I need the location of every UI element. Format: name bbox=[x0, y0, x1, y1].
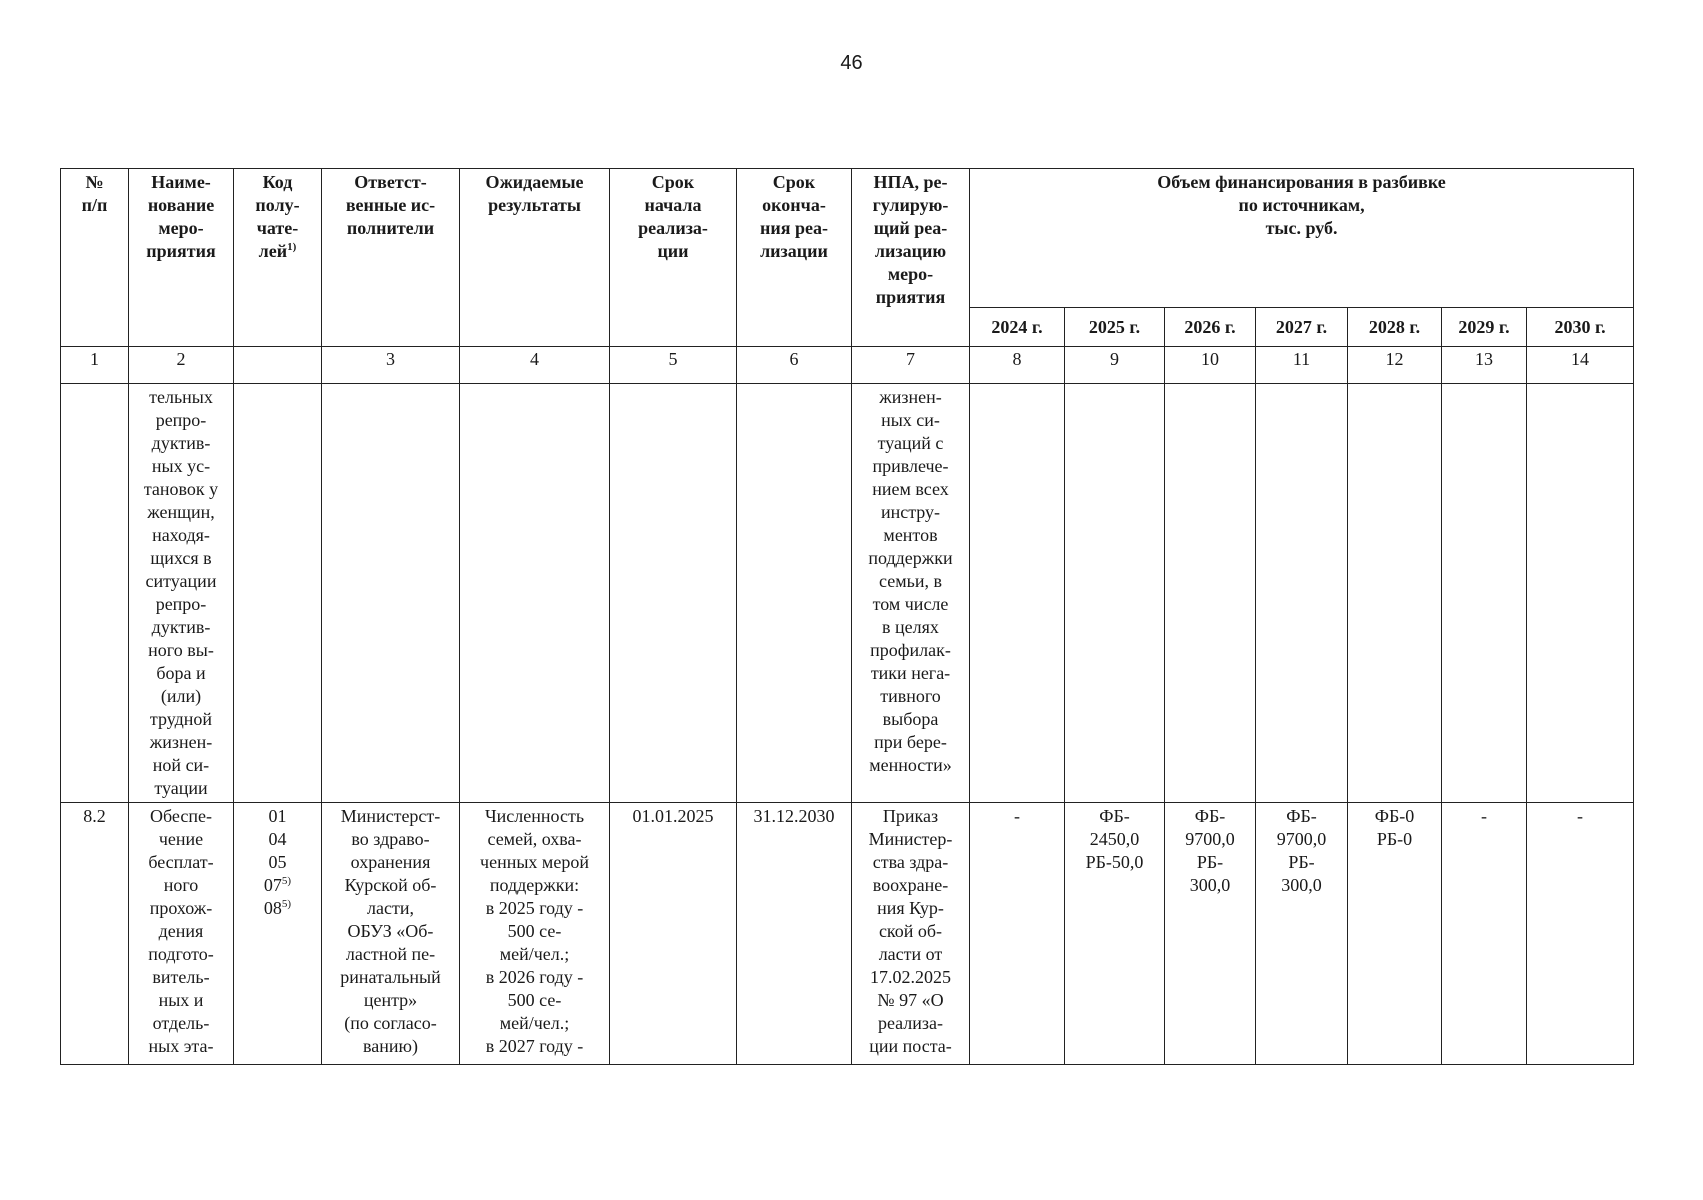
text-line: гулирую- bbox=[872, 195, 949, 215]
page-number: 46 bbox=[840, 52, 863, 74]
text-line: 300,0 bbox=[1189, 875, 1231, 895]
cell-empty bbox=[460, 384, 610, 803]
text-line: реализа- bbox=[877, 1013, 944, 1033]
recipient-code: 08$^{5)}$ bbox=[263, 898, 292, 918]
item-responsible bbox=[322, 803, 460, 1065]
text-line: центр» bbox=[363, 990, 418, 1010]
text-line: женщин, bbox=[147, 502, 215, 522]
text-line: Министер- bbox=[868, 829, 953, 849]
recipient-code: 01 bbox=[268, 806, 287, 826]
header-code bbox=[234, 169, 322, 347]
text-line: РБ-0 bbox=[1376, 829, 1413, 849]
column-numbers-row bbox=[61, 347, 1634, 384]
year-2028: 2028 г. bbox=[1348, 308, 1442, 347]
header-row bbox=[61, 169, 1634, 308]
text-line: полнители bbox=[346, 218, 435, 238]
text-line: прохож- bbox=[149, 898, 213, 918]
text-line: № 97 «О bbox=[877, 990, 944, 1010]
text-line: ФБ- bbox=[1286, 806, 1317, 826]
text-line: нование bbox=[147, 195, 215, 215]
text-line: жизнен- bbox=[879, 387, 942, 407]
colnum: 9 bbox=[1065, 347, 1165, 384]
header-responsible bbox=[322, 169, 460, 347]
text-line: привлече- bbox=[872, 456, 949, 476]
text-line: приятия bbox=[146, 241, 216, 261]
text-line: ства здра- bbox=[872, 852, 949, 872]
text-line: жизнен- bbox=[149, 732, 213, 752]
text-line: тивного bbox=[880, 686, 941, 706]
text-line: во здраво- bbox=[351, 829, 430, 849]
text-line: в целях bbox=[882, 617, 939, 637]
text-line: ластной пе- bbox=[345, 944, 436, 964]
text-line: Обеспе- bbox=[150, 806, 212, 826]
text-line: ванию) bbox=[363, 1036, 418, 1056]
text-line: мей/чел.; bbox=[499, 1013, 570, 1033]
recipient-code: 05 bbox=[268, 852, 287, 872]
colnum: 7 bbox=[852, 347, 970, 384]
text-line: меро- bbox=[158, 218, 204, 238]
text-line: (по согласо- bbox=[344, 1013, 437, 1033]
text-line: в 2026 году - bbox=[485, 967, 584, 987]
cell-empty bbox=[610, 384, 737, 803]
text-line: Приказ bbox=[882, 806, 939, 826]
text-line: бора и bbox=[156, 663, 206, 683]
text-line: 17.02.2025 bbox=[870, 967, 951, 987]
text-line: РБ-50,0 bbox=[1085, 852, 1144, 872]
funding-2024 bbox=[970, 803, 1065, 1065]
text-line: мей/чел.; bbox=[499, 944, 570, 964]
text-line: при бере- bbox=[874, 732, 947, 752]
text-line: п/п bbox=[81, 195, 108, 215]
text-line: 500 се- bbox=[507, 921, 562, 941]
text-line: семьи, в bbox=[879, 571, 942, 591]
funding-2029 bbox=[1442, 803, 1527, 1065]
header-no bbox=[61, 169, 129, 347]
cell-empty bbox=[1165, 384, 1256, 803]
text-line: ного bbox=[163, 875, 199, 895]
text-line: 500 се- bbox=[507, 990, 562, 1010]
text-line: инстру- bbox=[880, 502, 941, 522]
text-line: ФБ-0 bbox=[1374, 806, 1415, 826]
continued-row bbox=[61, 384, 1634, 803]
continued-name bbox=[129, 384, 234, 803]
item-name bbox=[129, 803, 234, 1065]
text-line: в 2025 году - bbox=[485, 898, 584, 918]
text-line: ных ус- bbox=[151, 456, 211, 476]
text-line: - bbox=[1014, 806, 1020, 826]
text-line: приятия bbox=[875, 287, 946, 307]
text-line: ФБ- bbox=[1099, 806, 1130, 826]
header-expected bbox=[460, 169, 610, 347]
colnum: 4 bbox=[460, 347, 610, 384]
text-line: лизацию bbox=[874, 241, 947, 261]
colnum: 11 bbox=[1256, 347, 1348, 384]
text-line: охранения bbox=[350, 852, 431, 872]
text-line: ции bbox=[657, 241, 689, 261]
header-funding bbox=[970, 169, 1634, 308]
text-line: ринатальный bbox=[340, 967, 441, 987]
text-line: туации bbox=[154, 778, 208, 798]
funding-2028 bbox=[1348, 803, 1442, 1065]
cell-empty bbox=[61, 384, 129, 803]
colnum: 1 bbox=[61, 347, 129, 384]
text-line: Наиме- bbox=[151, 172, 211, 192]
colnum: 8 bbox=[970, 347, 1065, 384]
text-line: ласти от bbox=[878, 944, 943, 964]
footnote-mark: 1) bbox=[287, 241, 297, 253]
year-2025: 2025 г. bbox=[1065, 308, 1165, 347]
funding-2026 bbox=[1165, 803, 1256, 1065]
text-line: ласти, bbox=[367, 898, 414, 918]
continued-npa bbox=[852, 384, 970, 803]
footnote-mark: 5) bbox=[281, 875, 292, 887]
text-line: ния Кур- bbox=[877, 898, 944, 918]
text-line: ных и bbox=[158, 990, 204, 1010]
text-line: полу- bbox=[255, 195, 300, 215]
recipient-code: 07$^{5)}$ bbox=[263, 875, 292, 895]
text-line: ных эта- bbox=[148, 1036, 214, 1056]
text-line: том числе bbox=[872, 594, 949, 614]
text-line: выбора bbox=[882, 709, 939, 729]
text-line: репро- bbox=[155, 410, 207, 430]
text-line: 300,0 bbox=[1281, 875, 1322, 895]
colnum bbox=[234, 347, 322, 384]
text-line: ОБУЗ «Об- bbox=[347, 921, 434, 941]
text-line: начала bbox=[644, 195, 702, 215]
text-line: ской об- bbox=[878, 921, 943, 941]
year-2029: 2029 г. bbox=[1442, 308, 1527, 347]
text-line: - bbox=[1577, 806, 1584, 826]
item-end-date: 31.12.2030 bbox=[737, 803, 852, 1065]
cell-empty bbox=[1527, 384, 1634, 803]
colnum: 14 bbox=[1527, 347, 1634, 384]
text-line: отдель- bbox=[152, 1013, 210, 1033]
text-line: результаты bbox=[488, 195, 581, 215]
funding-2030 bbox=[1527, 803, 1634, 1065]
recipient-code: 04 bbox=[268, 829, 287, 849]
text-line: ФБ- bbox=[1194, 806, 1226, 826]
text-line: Ожидаемые bbox=[485, 172, 584, 192]
text-line: Код bbox=[262, 172, 293, 192]
text-line: ситуации bbox=[145, 571, 217, 591]
header-end bbox=[737, 169, 852, 347]
measures-table bbox=[60, 168, 1634, 1065]
text-line: оконча- bbox=[762, 195, 826, 215]
text-line: щихся в bbox=[150, 548, 212, 568]
cell-empty bbox=[1065, 384, 1165, 803]
text-line: тыс. руб. bbox=[1265, 218, 1338, 238]
text-line: Срок bbox=[772, 172, 816, 192]
item-start-date: 01.01.2025 bbox=[610, 803, 737, 1065]
funding-2027 bbox=[1256, 803, 1348, 1065]
text-line: подгото- bbox=[148, 944, 214, 964]
text-line: чате- bbox=[256, 218, 299, 238]
text-line: поддержки bbox=[868, 548, 953, 568]
codes-list bbox=[237, 805, 318, 920]
text-line: семей, охва- bbox=[487, 829, 582, 849]
text-line: нием всех bbox=[872, 479, 949, 499]
text-line: лизации bbox=[760, 241, 828, 261]
text-line: в 2027 году - bbox=[485, 1036, 584, 1056]
text-line: РБ- bbox=[1196, 852, 1224, 872]
text-line: венные ис- bbox=[345, 195, 436, 215]
text-line: щий реа- bbox=[873, 218, 948, 238]
text-line: репро- bbox=[155, 594, 207, 614]
colnum: 2 bbox=[129, 347, 234, 384]
colnum: 12 bbox=[1348, 347, 1442, 384]
text-line: 9700,0 bbox=[1276, 829, 1327, 849]
header-npa bbox=[852, 169, 970, 347]
cell-empty bbox=[1256, 384, 1348, 803]
text-line: находя- bbox=[152, 525, 210, 545]
text-line: ного вы- bbox=[148, 640, 214, 660]
text-line: ных си- bbox=[881, 410, 940, 430]
text-line: туаций с bbox=[877, 433, 944, 453]
text-line: ченных мерой bbox=[480, 852, 589, 872]
header-name bbox=[129, 169, 234, 347]
cell-empty bbox=[234, 384, 322, 803]
text-line: Курской об- bbox=[344, 875, 437, 895]
colnum: 6 bbox=[737, 347, 852, 384]
item-expected bbox=[460, 803, 610, 1065]
table-row-8-2 bbox=[61, 803, 1634, 1065]
text-line: лей$^{1)}$ bbox=[258, 241, 297, 261]
text-line: тановок у bbox=[143, 479, 219, 499]
text-line: ции поста- bbox=[869, 1036, 952, 1056]
text-line: РБ- bbox=[1288, 852, 1315, 872]
text-line: по источникам, bbox=[1238, 195, 1365, 215]
footnote-mark: 5) bbox=[281, 898, 292, 910]
text-line: поддержки: bbox=[489, 875, 580, 895]
text-line: Министерст- bbox=[340, 806, 441, 826]
text-line: 2450,0 bbox=[1089, 829, 1140, 849]
text-line: НПА, ре- bbox=[873, 172, 948, 192]
text-line: витель- bbox=[152, 967, 210, 987]
text-line: ной си- bbox=[152, 755, 210, 775]
text-line: 9700,0 bbox=[1185, 829, 1235, 849]
year-2027: 2027 г. bbox=[1256, 308, 1348, 347]
text-line: ментов bbox=[883, 525, 938, 545]
cell-empty bbox=[970, 384, 1065, 803]
item-codes bbox=[234, 803, 322, 1065]
text-line: - bbox=[1481, 806, 1487, 826]
colnum: 3 bbox=[322, 347, 460, 384]
item-number: 8.2 bbox=[61, 803, 129, 1065]
year-2030: 2030 г. bbox=[1527, 308, 1634, 347]
cell-empty bbox=[322, 384, 460, 803]
text-line: менности» bbox=[869, 755, 952, 775]
colnum: 10 bbox=[1165, 347, 1256, 384]
cell-empty bbox=[1348, 384, 1442, 803]
text-line: воохране- bbox=[872, 875, 949, 895]
cell-empty bbox=[737, 384, 852, 803]
funding-2025 bbox=[1065, 803, 1165, 1065]
text-line: трудной bbox=[149, 709, 213, 729]
text-line: реализа- bbox=[638, 218, 708, 238]
text-line: тельных bbox=[149, 387, 213, 407]
item-npa bbox=[852, 803, 970, 1065]
text-line: тики нега- bbox=[870, 663, 951, 683]
text-line: Ответст- bbox=[354, 172, 427, 192]
text-line: дения bbox=[158, 921, 204, 941]
text-line: (или) bbox=[160, 686, 202, 706]
text-line: меро- bbox=[887, 264, 934, 284]
text-line: Объем финансирования в разбивке bbox=[1157, 172, 1446, 192]
colnum: 13 bbox=[1442, 347, 1527, 384]
text-line: дуктив- bbox=[151, 617, 211, 637]
text-line: чение bbox=[158, 829, 204, 849]
cell-empty bbox=[1442, 384, 1527, 803]
text-line: Численность bbox=[484, 806, 585, 826]
text-line: № bbox=[85, 172, 104, 192]
text-line: ния реа- bbox=[760, 218, 828, 238]
text-line: бесплат- bbox=[148, 852, 214, 872]
text-line: дуктив- bbox=[151, 433, 211, 453]
colnum: 5 bbox=[610, 347, 737, 384]
year-2024: 2024 г. bbox=[970, 308, 1065, 347]
text-line: профилак- bbox=[870, 640, 951, 660]
header-start bbox=[610, 169, 737, 347]
year-2026: 2026 г. bbox=[1165, 308, 1256, 347]
text-line: Срок bbox=[651, 172, 695, 192]
